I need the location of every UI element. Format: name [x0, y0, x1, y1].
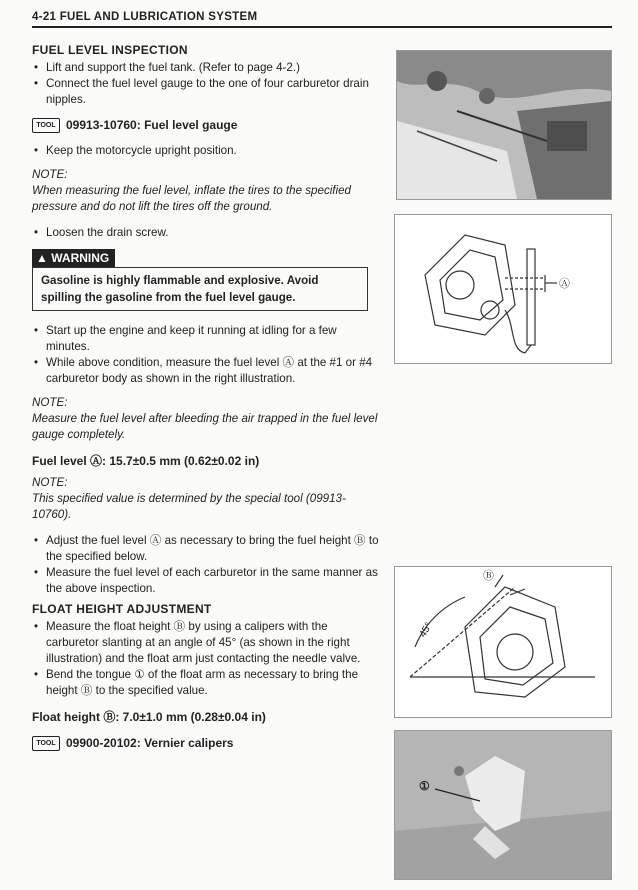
photo-carburetor-assembly [396, 50, 612, 200]
engine-bullets [32, 323, 382, 387]
note-3 [32, 475, 382, 523]
float-tongue-callout-1: ① [419, 779, 430, 793]
note-1 [32, 167, 382, 215]
warning-triangle-icon: ▲ [36, 251, 48, 265]
fuel-level-spec: Fuel level Ⓐ: 15.7±0.5 mm (0.62±0.02 in) [32, 454, 260, 468]
note-text: Measure the fuel level after bleeding the air trapped in the fuel level gauge completely. [32, 412, 378, 441]
list-item: • While above condition, measure the fuel level Ⓐ at the #1 or #4 carburetor body as shown in the right illustration. [32, 355, 382, 387]
float-height-heading: FLOAT HEIGHT ADJUSTMENT [32, 602, 212, 616]
loosen-bullet [32, 225, 382, 241]
fuel-level-heading: FUEL LEVEL INSPECTION [32, 43, 188, 57]
photo-float-tongue-image [395, 731, 611, 879]
text-column [32, 42, 382, 751]
list-item: • Measure the fuel level of each carburetor in the same manner as the above inspection. [32, 565, 382, 597]
list-item: • Connect the fuel level gauge to the one of four carburetor drain nipples. [32, 76, 382, 108]
adjust-bullets [32, 533, 382, 597]
list-item: • Adjust the fuel level Ⓐ as necessary to bring the fuel height Ⓑ to the specified below. [32, 533, 382, 565]
warning-block [32, 249, 382, 311]
fuel-level-diagram-drawing [395, 215, 611, 363]
note-label: NOTE: [32, 396, 68, 409]
list-item: • Bend the tongue ① of the float arm as necessary to bring the height Ⓑ to the specified value. [32, 667, 382, 699]
float-height-diagram [394, 566, 612, 718]
warning-label: WARNING [51, 251, 110, 265]
warning-box: Gasoline is highly flammable and explosive. Avoid spilling the gasoline from the fuel level gauge. [32, 267, 368, 311]
photo-float-tongue [394, 730, 612, 880]
fuel-level-bullets [32, 60, 382, 108]
tool-line-calipers [32, 735, 382, 751]
note-text: When measuring the fuel level, inflate the tires to the specified pressure and do not lift the tires off the ground. [32, 184, 352, 213]
warning-badge [32, 249, 115, 267]
tool-icon: TOOL [32, 736, 60, 751]
fuel-level-callout-a: Ⓐ [559, 278, 570, 290]
note-2 [32, 395, 382, 443]
photo-carburetor-assembly-image [397, 51, 611, 199]
note-label: NOTE: [32, 476, 68, 489]
list-item: • Loosen the drain screw. [32, 225, 382, 241]
float-height-spec: Float height Ⓑ: 7.0±1.0 mm (0.28±0.04 in) [32, 710, 266, 724]
list-item: • Start up the engine and keep it running at idling for a few minutes. [32, 323, 382, 355]
list-item: • Measure the float height Ⓑ by using a calipers with the carburetor slanting at an angle of 45° (as shown in the right illustration) and the float arm just contacting the needle valve. [32, 619, 382, 667]
tool-icon: TOOL [32, 118, 60, 133]
float-height-angle-label: 45° [417, 620, 435, 640]
fuel-level-diagram [394, 214, 612, 364]
tool-calipers-text: 09900-20102: Vernier calipers [66, 736, 234, 750]
float-height-diagram-drawing [395, 567, 611, 717]
note-text: This specified value is determined by the special tool (09913-10760). [32, 492, 346, 521]
tool-gauge-text: 09913-10760: Fuel level gauge [66, 118, 238, 132]
page-header-title: 4-21 FUEL AND LUBRICATION SYSTEM [32, 11, 258, 23]
float-bullets [32, 619, 382, 699]
upright-bullet [32, 143, 382, 159]
float-height-callout-b: Ⓑ [483, 570, 494, 582]
tool-line-gauge [32, 117, 382, 133]
note-label: NOTE: [32, 168, 68, 181]
list-item: • Lift and support the fuel tank. (Refer to page 4-2.) [32, 60, 382, 76]
page-header [32, 8, 612, 28]
list-item: • Keep the motorcycle upright position. [32, 143, 382, 159]
